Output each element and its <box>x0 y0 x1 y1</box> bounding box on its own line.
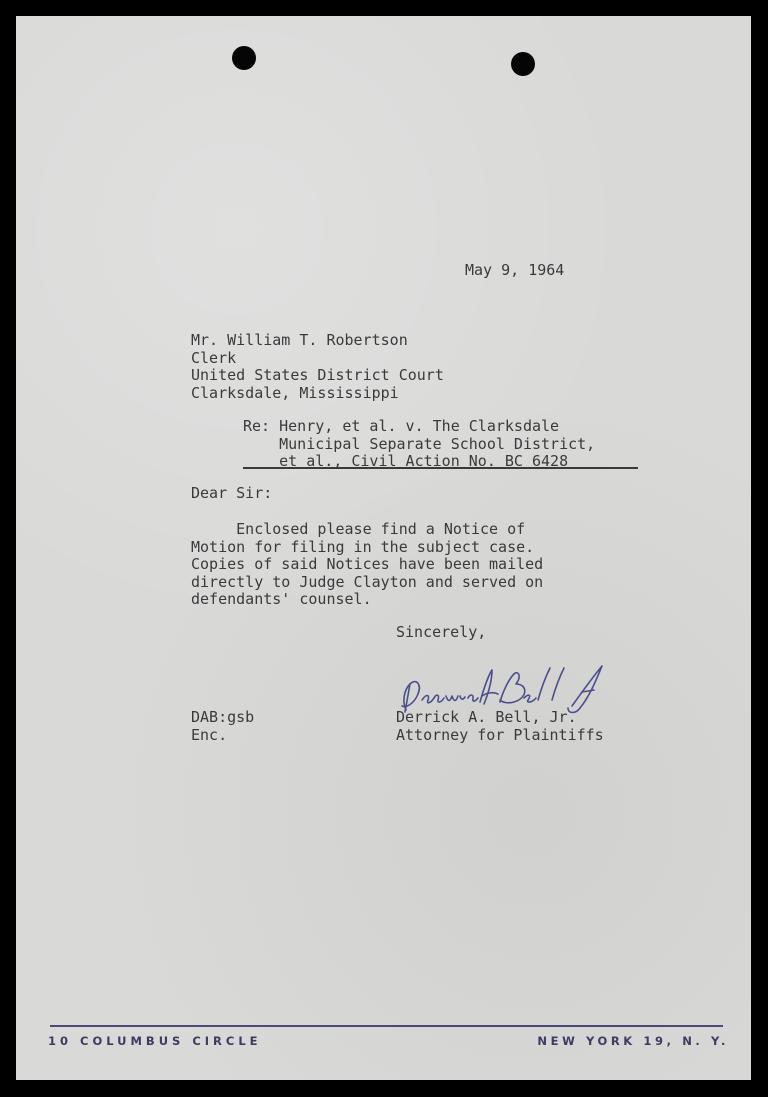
subject-underline <box>243 467 638 469</box>
salutation: Dear Sir: <box>191 484 273 502</box>
subject-reference <box>243 418 595 471</box>
letterhead-rule <box>50 1025 723 1027</box>
closing: Sincerely, <box>396 623 487 641</box>
signature-block <box>396 709 604 744</box>
letterhead-street-address: 10 COLUMBUS CIRCLE <box>48 1034 262 1048</box>
body-line: Enclosed please find a Notice of <box>191 520 526 538</box>
address-line: Clerk <box>191 348 237 367</box>
recipient-address <box>191 332 444 402</box>
punch-hole-right <box>511 52 535 76</box>
body-line: Motion for filing in the subject case. <box>191 537 535 556</box>
reference-block <box>191 709 254 744</box>
body-line: defendants' counsel. <box>191 590 372 608</box>
address-line: United States District Court <box>191 366 444 384</box>
letter-body <box>191 521 543 609</box>
body-line: directly to Judge Clayton and served on <box>191 572 544 591</box>
signer-name: Derrick A. Bell, Jr. <box>396 708 577 726</box>
signer-title: Attorney for Plaintiffs <box>396 725 604 744</box>
re-line: et al., Civil Action No. BC 6428 <box>243 452 569 470</box>
punch-hole-left <box>232 46 256 70</box>
re-line: Re: Henry, et al. v. The Clarksdale <box>243 417 560 435</box>
letter-date: May 9, 1964 <box>465 261 565 279</box>
address-line: Clarksdale, Mississippi <box>191 383 399 402</box>
reference-initials: DAB:gsb <box>191 708 255 726</box>
re-line: Municipal Separate School District, <box>243 434 596 453</box>
enclosure-note: Enc. <box>191 725 228 744</box>
address-line: Mr. William T. Robertson <box>191 331 408 349</box>
letterhead-city: NEW YORK 19, N. Y. <box>537 1034 729 1048</box>
body-line: Copies of said Notices have been mailed <box>191 555 544 573</box>
letter-page <box>16 16 751 1080</box>
